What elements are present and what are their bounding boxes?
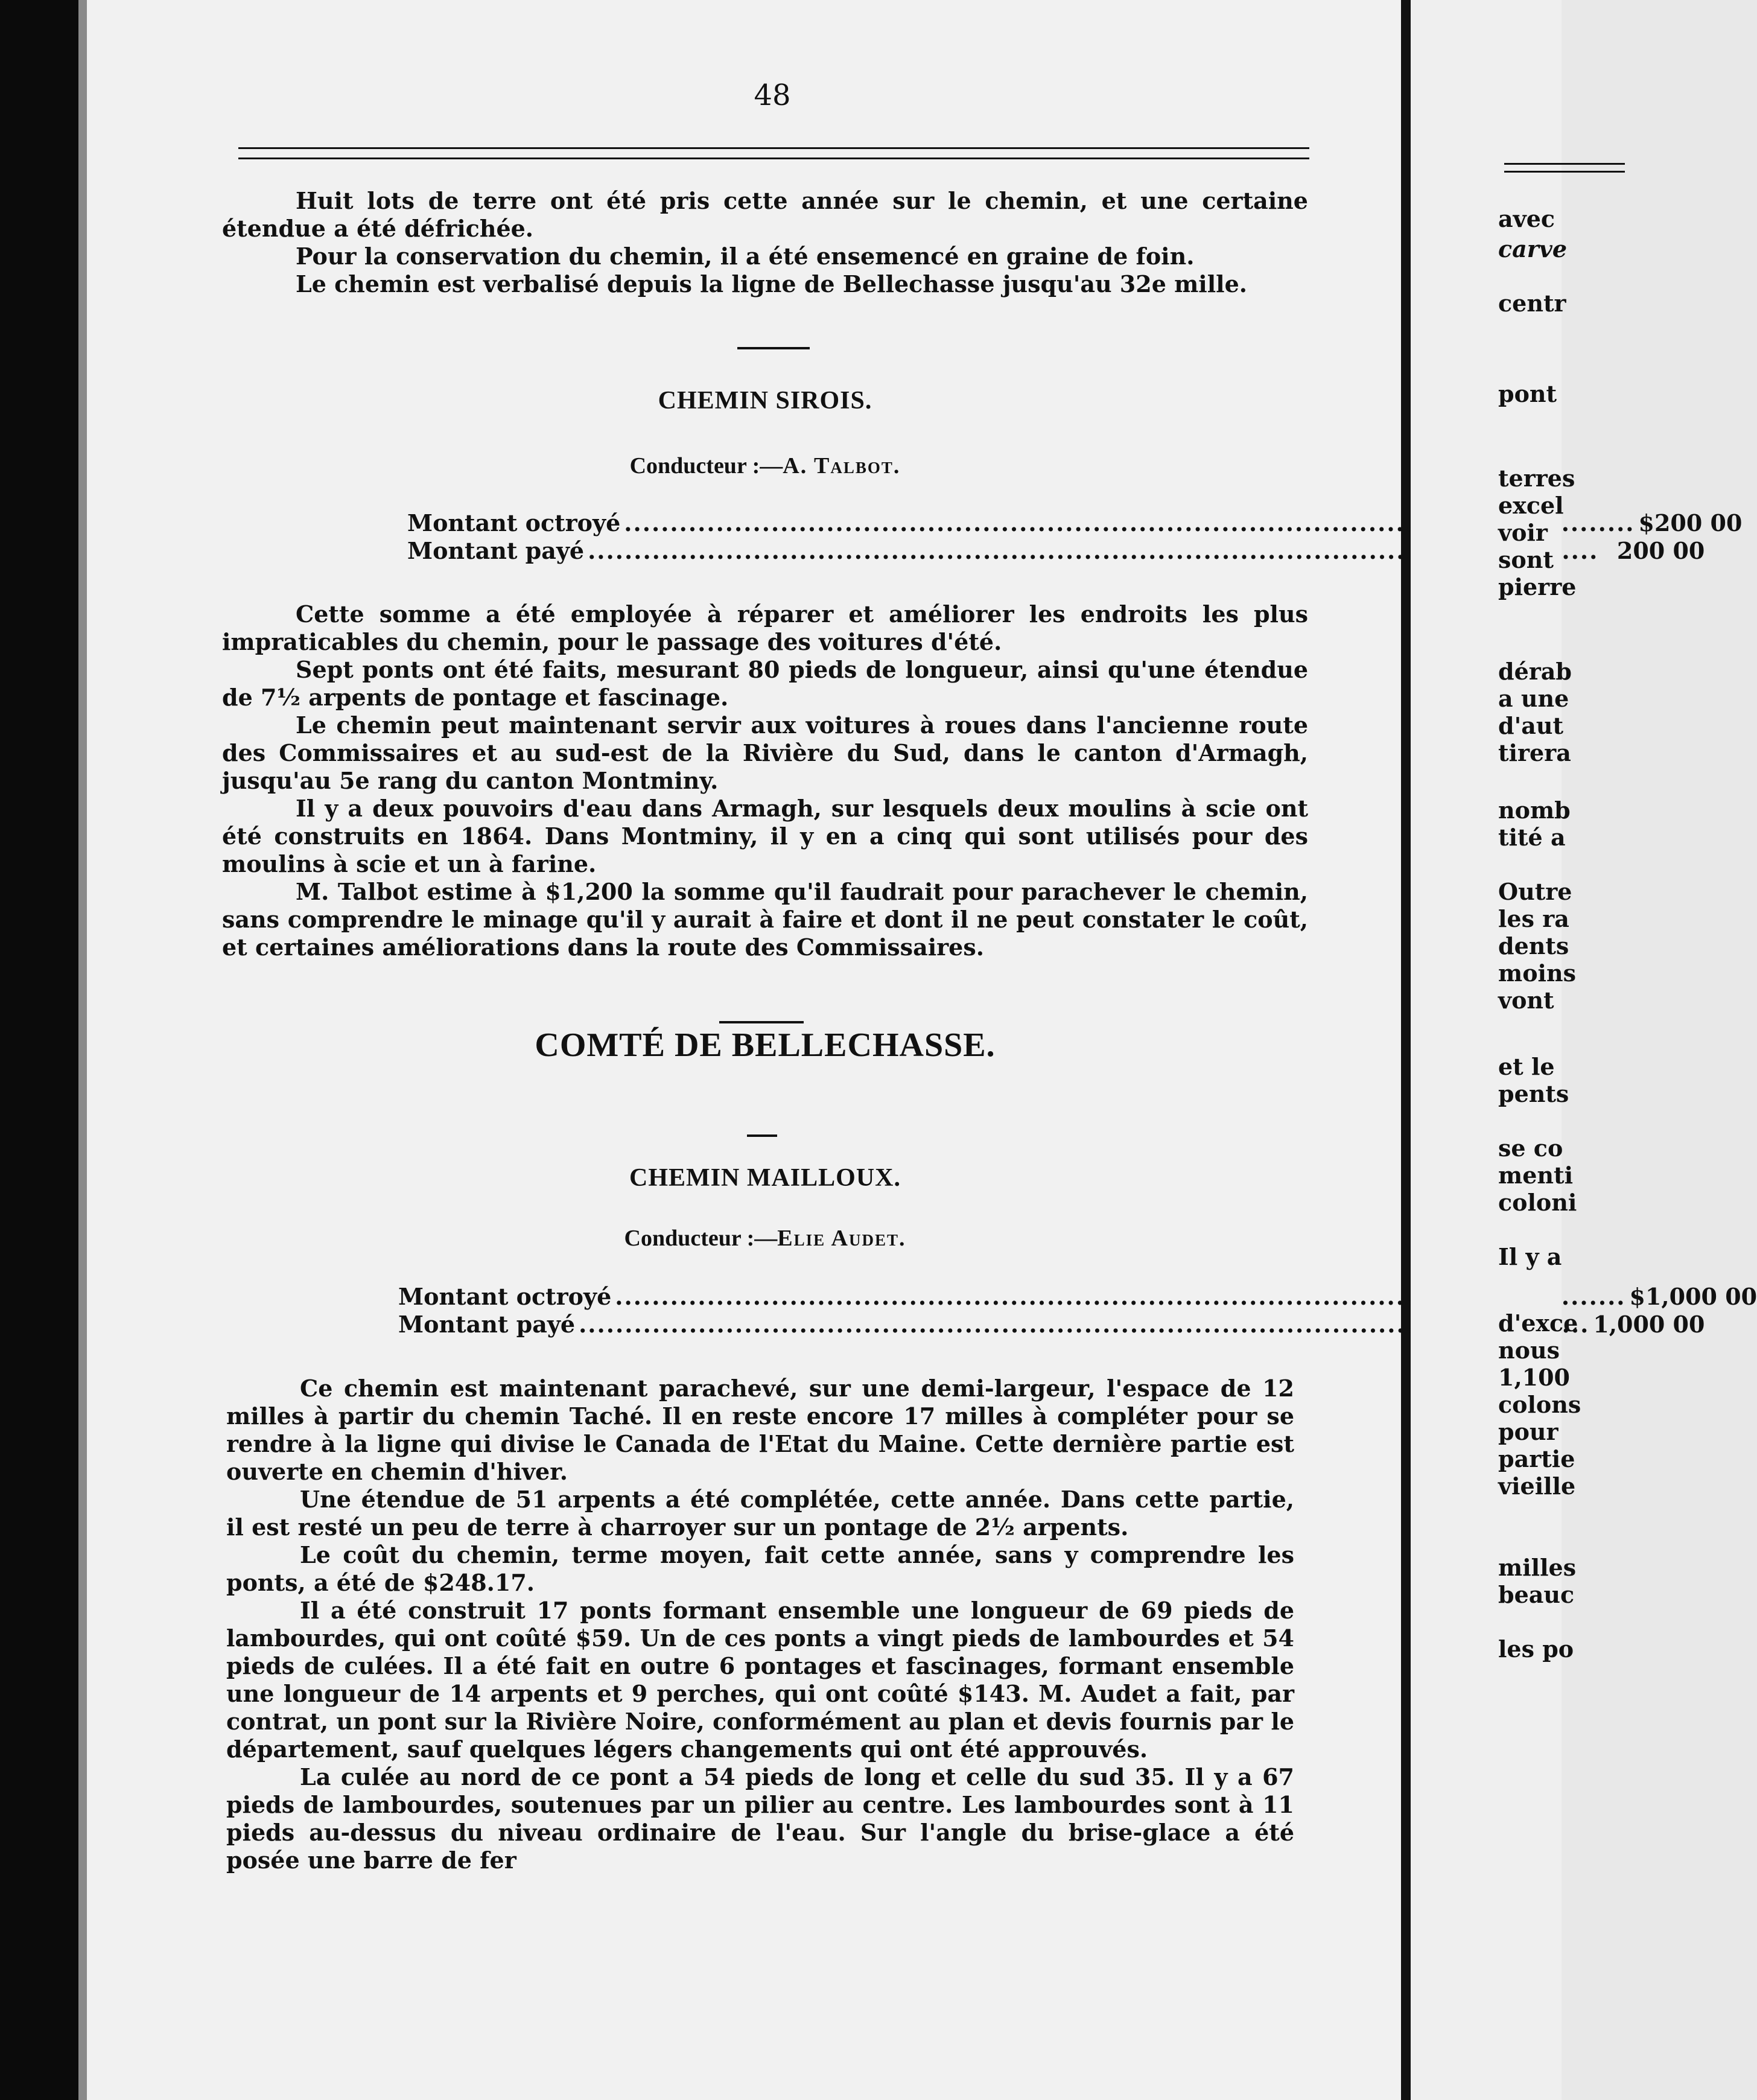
- body-paragraph: La culée au nord de ce pont a 54 pieds de long et celle du sud 35. Il y a 67 pieds de lambourdes, soutenues par un pilier au centre. Les lambourdes sont à 11 pieds au-dessus du niveau ordinaire de l'eau. Sur l'angle du brise-glace a été posée une barre de fer: [226, 1763, 1294, 1874]
- body-paragraph: Il y a deux pouvoirs d'eau dans Armagh, sur lesquels deux moulins à scie ont été construits en 1864. Dans Montminy, il y en a cinq qui sont utilisés pour des moulins à scie et un à farine.: [222, 795, 1308, 877]
- intro-paragraph: Huit lots de terre ont été pris cette année sur le chemin, et une certaine étendue a été défrichée.: [222, 187, 1308, 242]
- intro-section: [222, 187, 1308, 298]
- county-title: COMTÉ DE BELLECHASSE.: [535, 1026, 996, 1064]
- facing-page-line: se co: [1498, 1134, 1563, 1162]
- facing-page-line: menti: [1498, 1162, 1574, 1189]
- body-paragraph: Ce chemin est maintenant parachevé, sur une demi-largeur, l'espace de 12 milles à partir du chemin Taché. Il en reste encore 17 milles à compléter pour se rendre à la ligne qui divise le Canada de l'Etat du Maine. Cette dernière partie est ouverte en chemin d'hiver.: [226, 1375, 1294, 1485]
- section-title-mailloux: CHEMIN MAILLOUX.: [629, 1164, 901, 1192]
- facing-page-line: beauc: [1498, 1581, 1575, 1608]
- facing-page-line: vieille: [1498, 1472, 1576, 1500]
- section-divider: [747, 1134, 777, 1137]
- ledger-amount: $1,000 00: [1629, 1283, 1757, 1310]
- intro-paragraph: Pour la conservation du chemin, il a été ensemencé en graine de foin.: [296, 243, 1195, 270]
- facing-page-line: sont: [1498, 546, 1554, 573]
- facing-page-fragment: [1411, 0, 1581, 2100]
- facing-page-line: d'aut: [1498, 712, 1564, 739]
- facing-page-line: coloni: [1498, 1189, 1577, 1216]
- conductor-name: Elie Audet.: [777, 1226, 906, 1251]
- conductor-prefix: Conducteur :—: [624, 1226, 778, 1251]
- facing-page-line: dérab: [1498, 658, 1572, 685]
- body-paragraph: M. Talbot estime à $1,200 la somme qu'il faudrait pour parachever le chemin, sans comprendre le minage qu'il y aurait à faire et dont il ne peut constater le coût, et certaines améliorations dans la route des Commissaires.: [222, 878, 1308, 961]
- body-paragraph: Sept ponts ont été faits, mesurant 80 pieds de longueur, ainsi qu'une étendue de 7½ arpents de pontage et fascinage.: [222, 656, 1308, 711]
- sirois-body: [222, 600, 1308, 961]
- facing-page-line: carve: [1498, 235, 1568, 262]
- conductor-prefix: Conducteur :—: [629, 453, 783, 479]
- facing-page-line: tité a: [1498, 824, 1566, 851]
- facing-page-line: colons: [1498, 1391, 1581, 1418]
- facing-page-line: avec: [1498, 205, 1555, 232]
- facing-page-line: et le: [1498, 1053, 1555, 1080]
- facing-page-line: d'exce: [1498, 1309, 1578, 1337]
- page-number: 48: [754, 78, 791, 112]
- intro-paragraph: Le chemin est verbalisé depuis la ligne de Bellechasse jusqu'au 32e mille.: [296, 270, 1248, 298]
- facing-page-line: Il y a: [1498, 1243, 1562, 1270]
- ledger-amount: $200 00: [1638, 509, 1743, 536]
- body-paragraph: Cette somme a été employée à réparer et améliorer les endroits les plus impraticables du chemin, pour le passage des voitures d'été.: [222, 600, 1308, 655]
- section-divider: [737, 347, 810, 349]
- facing-page-line: excel: [1498, 492, 1564, 519]
- facing-page-line: les po: [1498, 1635, 1574, 1662]
- facing-page-line: Outre: [1498, 878, 1572, 905]
- facing-page-line: voir: [1498, 519, 1548, 546]
- facing-page-line: a une: [1498, 685, 1569, 712]
- facing-page-line: moins: [1498, 959, 1577, 987]
- ledger-label: Montant payé: [407, 537, 585, 564]
- ledger-label: Montant octroyé: [398, 1283, 612, 1310]
- page-edge-shadow: [78, 0, 87, 2100]
- body-paragraph: Il a été construit 17 ponts formant ensemble une longueur de 69 pieds de lambourdes, qui ont coûté $59. Un de ces ponts a vingt pieds de lambourdes et 54 pieds de culées. Il a été fait en outre 6 pontages et fascinages, formant ensemble une longueur de 14 arpents et 9 perches, qui ont coûté $143. M. Audet a fait, par contrat, un pont sur la Rivière Noire, conformément au plan et devis fournis par le département, sauf quelques légers changements qui ont été approuvés.: [226, 1597, 1294, 1763]
- facing-page-line: centr: [1498, 290, 1566, 317]
- body-paragraph: Le coût du chemin, terme moyen, fait cette année, sans y comprendre les ponts, a été de $248.17.: [226, 1541, 1294, 1596]
- conductor-line-mailloux: [222, 1225, 1308, 1252]
- facing-page-line: les ra: [1498, 905, 1569, 932]
- facing-page-line: tirera: [1498, 739, 1571, 766]
- facing-page-line: 1,100: [1498, 1364, 1570, 1391]
- facing-page-line: pierre: [1498, 573, 1577, 600]
- section-title-sirois: CHEMIN SIROIS.: [658, 387, 872, 415]
- facing-page-line: pont: [1498, 380, 1557, 407]
- ledger-amount: 200 00: [1616, 537, 1705, 564]
- ledger-label: Montant octroyé: [407, 509, 621, 536]
- book-binding: [1401, 0, 1411, 2100]
- scan-border-left: [0, 0, 78, 2100]
- facing-page-line: dents: [1498, 932, 1569, 959]
- body-paragraph: Le chemin peut maintenant servir aux voitures à roues dans l'ancienne route des Commissaires et au sud-est de la Rivière du Sud, dans le canton d'Armagh, jusqu'au 5e rang du canton Montminy.: [222, 711, 1308, 794]
- body-paragraph: Une étendue de 51 arpents a été complétée, cette année. Dans cette partie, il est resté un peu de terre à charroyer sur un pontage de 2½ arpents.: [226, 1486, 1294, 1541]
- facing-page-line: nomb: [1498, 797, 1571, 824]
- header-double-rule: [238, 147, 1309, 159]
- facing-page-rule: [1504, 163, 1625, 173]
- mailloux-body: [226, 1375, 1294, 1874]
- facing-page-line: vont: [1498, 987, 1554, 1014]
- conductor-line-sirois: [222, 453, 1308, 479]
- facing-page-line: pour: [1498, 1418, 1558, 1445]
- ledger-label: Montant payé: [398, 1311, 576, 1338]
- conductor-name: A. Talbot.: [783, 453, 901, 479]
- facing-page-line: terres: [1498, 465, 1575, 492]
- facing-page-line: pents: [1498, 1080, 1569, 1107]
- facing-page-line: partie: [1498, 1445, 1575, 1472]
- facing-page-line: nous: [1498, 1337, 1560, 1364]
- section-divider: [719, 1021, 804, 1023]
- facing-page-line: milles: [1498, 1554, 1577, 1581]
- ledger-amount: 1,000 00: [1593, 1311, 1705, 1338]
- ledger-row-granted: [398, 1283, 1757, 1311]
